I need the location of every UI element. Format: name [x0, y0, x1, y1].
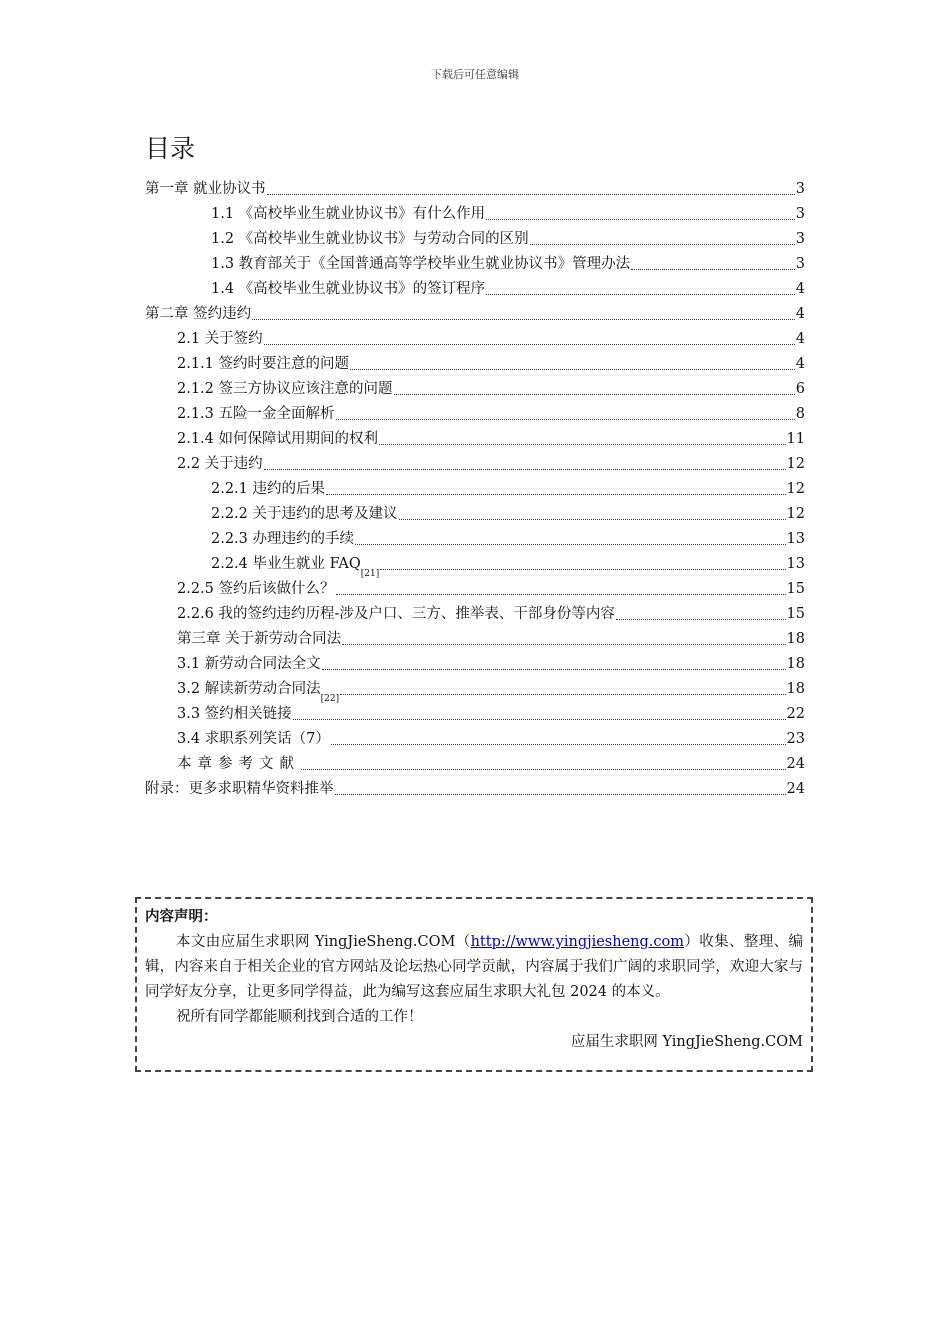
- toc-entry-label: 2.2.4 毕业生就业 FAQ: [211, 556, 361, 572]
- toc-entry-page: 18: [786, 681, 805, 697]
- toc-entry[interactable]: [177, 724, 805, 749]
- toc-entry-label: 2.1.1 签约时要注意的问题: [177, 356, 350, 372]
- toc-entry-page: 13: [786, 556, 805, 572]
- toc-dot-leader: [486, 218, 795, 220]
- toc-entry-page: 3: [795, 181, 805, 197]
- toc-entry[interactable]: [145, 774, 805, 799]
- toc-entry-page: 15: [786, 581, 805, 597]
- toc-dot-leader: [631, 268, 795, 270]
- toc-entry-page: 3: [795, 256, 805, 272]
- toc-entry-page: 22: [786, 706, 805, 722]
- toc-entry-page: 23: [786, 731, 805, 747]
- notice-wish: 祝所有同学都能顺利找到合适的工作！: [176, 1009, 423, 1025]
- toc-dot-leader: [486, 293, 795, 295]
- toc-entry-page: 15: [786, 606, 805, 622]
- toc-entry[interactable]: [211, 199, 805, 224]
- toc-dot-leader: [335, 793, 786, 795]
- toc-entry[interactable]: [211, 274, 805, 299]
- toc-entry-page: 24: [786, 756, 805, 772]
- header-note: 下载后可任意编辑: [431, 68, 519, 81]
- toc-entry-page: 18: [786, 631, 805, 647]
- toc-entry-page: 12: [786, 456, 805, 472]
- toc-dot-leader: [331, 743, 786, 745]
- toc-entry[interactable]: [177, 374, 805, 399]
- toc-dot-leader: [399, 518, 786, 520]
- toc-entry-page: 3: [795, 206, 805, 222]
- toc-dot-leader: [264, 343, 795, 345]
- toc-entry-page: 13: [786, 531, 805, 547]
- toc-entry-label: 本章参考文献: [177, 756, 300, 772]
- toc-entry[interactable]: 2.2.4 毕业生就业 FAQ [21] 13: [211, 556, 805, 579]
- toc-entry-label: 2.1.3 五险一金全面解析: [177, 406, 335, 422]
- toc-dot-leader: [264, 468, 786, 470]
- toc-entry-label: 2.1 关于签约: [177, 331, 263, 347]
- notice-paragraph: [145, 930, 803, 1005]
- toc-entry-page: 12: [786, 481, 805, 497]
- toc-dot-leader: [394, 393, 795, 395]
- toc-dot-leader: [293, 718, 786, 720]
- toc-dot-leader: [301, 768, 786, 770]
- toc-dot-leader: [336, 418, 795, 420]
- toc-dot-leader: [322, 668, 786, 670]
- toc-title: 目录: [145, 134, 196, 163]
- toc-entry-page: 11: [786, 431, 805, 447]
- toc-entry[interactable]: [211, 224, 805, 249]
- toc-dot-leader: [336, 593, 786, 595]
- toc-entry[interactable]: [177, 399, 805, 424]
- toc-entry-label: 3.2 解读新劳动合同法: [177, 681, 321, 697]
- notice-title: 内容声明：: [145, 909, 218, 925]
- content-notice-box: [135, 897, 813, 1072]
- toc-entry[interactable]: [177, 324, 805, 349]
- toc-entry-label: 1.1 《高校毕业生就业协议书》有什么作用: [211, 206, 486, 222]
- toc-entry-label: 第三章 关于新劳动合同法: [177, 631, 342, 647]
- toc-entry-label: 第二章 签约违约: [145, 306, 252, 322]
- toc-entry-label: 3.3 签约相关链接: [177, 706, 292, 722]
- toc-entry[interactable]: [211, 524, 805, 549]
- toc-dot-leader: [380, 568, 785, 570]
- toc-entry-label: 2.1.4 如何保障试用期间的权利: [177, 431, 379, 447]
- toc-entry-label: 2.2.1 违约的后果: [211, 481, 326, 497]
- toc-entry-page: 6: [795, 381, 805, 397]
- toc-entry-label: 1.4 《高校毕业生就业协议书》的签订程序: [211, 281, 486, 297]
- toc-entry[interactable]: [211, 249, 805, 274]
- toc-entry-label: 3.1 新劳动合同法全文: [177, 656, 321, 672]
- toc-entry[interactable]: [177, 349, 805, 374]
- toc-entry[interactable]: [177, 649, 805, 674]
- toc-entry-page: 4: [795, 281, 805, 297]
- toc-entry-label: 1.2 《高校毕业生就业协议书》与劳动合同的区别: [211, 231, 529, 247]
- toc-entry[interactable]: [145, 299, 805, 324]
- toc-dot-leader: [267, 193, 795, 195]
- toc-dot-leader: [350, 368, 795, 370]
- toc-entry-label: 2.1.2 签三方协议应该注意的问题: [177, 381, 393, 397]
- toc-entry-page: 18: [786, 656, 805, 672]
- toc-entry[interactable]: [211, 499, 805, 524]
- toc-entry[interactable]: [177, 749, 805, 774]
- notice-text-before-link: 本文由应届生求职网 YingJieSheng.COM（: [176, 934, 471, 950]
- toc-entry-label: 附录：更多求职精华资料推举: [145, 781, 334, 797]
- toc-entry-label: 第一章 就业协议书: [145, 181, 266, 197]
- toc-dot-leader: [326, 493, 786, 495]
- toc-entry-page: 8: [795, 406, 805, 422]
- toc-entry-label: 2.2 关于违约: [177, 456, 263, 472]
- toc-entry[interactable]: [177, 449, 805, 474]
- toc-entry-label: 1.3 教育部关于《全国普通高等学校毕业生就业协议书》管理办法: [211, 256, 631, 272]
- website-link[interactable]: http://www.yingjiesheng.com: [470, 934, 685, 950]
- notice-text-after-link: ）收集、整理、编辑，内容来自于相关企业的官方网站及论坛热心同学贡献，内容属于我们广阔的求职同学，欢迎大家与同学好友分享，让更多同学得益，此为编写这套应届生求职大礼包 2024 的本义。: [145, 934, 803, 1000]
- toc-entry-page: 24: [786, 781, 805, 797]
- toc-entry[interactable]: [177, 599, 805, 624]
- toc-entry[interactable]: 3.2 解读新劳动合同法 [22] 18: [177, 681, 805, 704]
- toc-dot-leader: [252, 318, 795, 320]
- toc-dot-leader: [616, 618, 786, 620]
- toc-entry-page: 4: [795, 331, 805, 347]
- toc-entry[interactable]: [211, 474, 805, 499]
- toc-entry[interactable]: [177, 624, 805, 649]
- toc-entry-label: 2.2.6 我的签约违约历程-涉及户口、三方、推举表、干部身份等内容: [177, 606, 615, 622]
- toc-entry-label: 2.2.5 签约后该做什么？: [177, 581, 335, 597]
- toc-entry-page: 12: [786, 506, 805, 522]
- toc-entry-label: 2.2.2 关于违约的思考及建议: [211, 506, 398, 522]
- toc-dot-leader: [342, 643, 785, 645]
- toc-dot-leader: [379, 443, 786, 445]
- toc-entry-page: 4: [795, 306, 805, 322]
- toc-entry[interactable]: [177, 574, 805, 599]
- toc-entry-label: 3.4 求职系列笑话（7）: [177, 731, 330, 747]
- toc-entry-page: 3: [795, 231, 805, 247]
- toc-entry-label: 2.2.3 办理违约的手续: [211, 531, 355, 547]
- toc-entry-page: 4: [795, 356, 805, 372]
- toc-dot-leader: [340, 693, 785, 695]
- toc-dot-leader: [530, 243, 795, 245]
- toc-dot-leader: [355, 543, 786, 545]
- notice-signature: 应届生求职网 YingJieSheng.COM: [570, 1034, 803, 1050]
- toc-entry[interactable]: [177, 424, 805, 449]
- toc-entry[interactable]: [177, 699, 805, 724]
- toc-entry[interactable]: [145, 174, 805, 199]
